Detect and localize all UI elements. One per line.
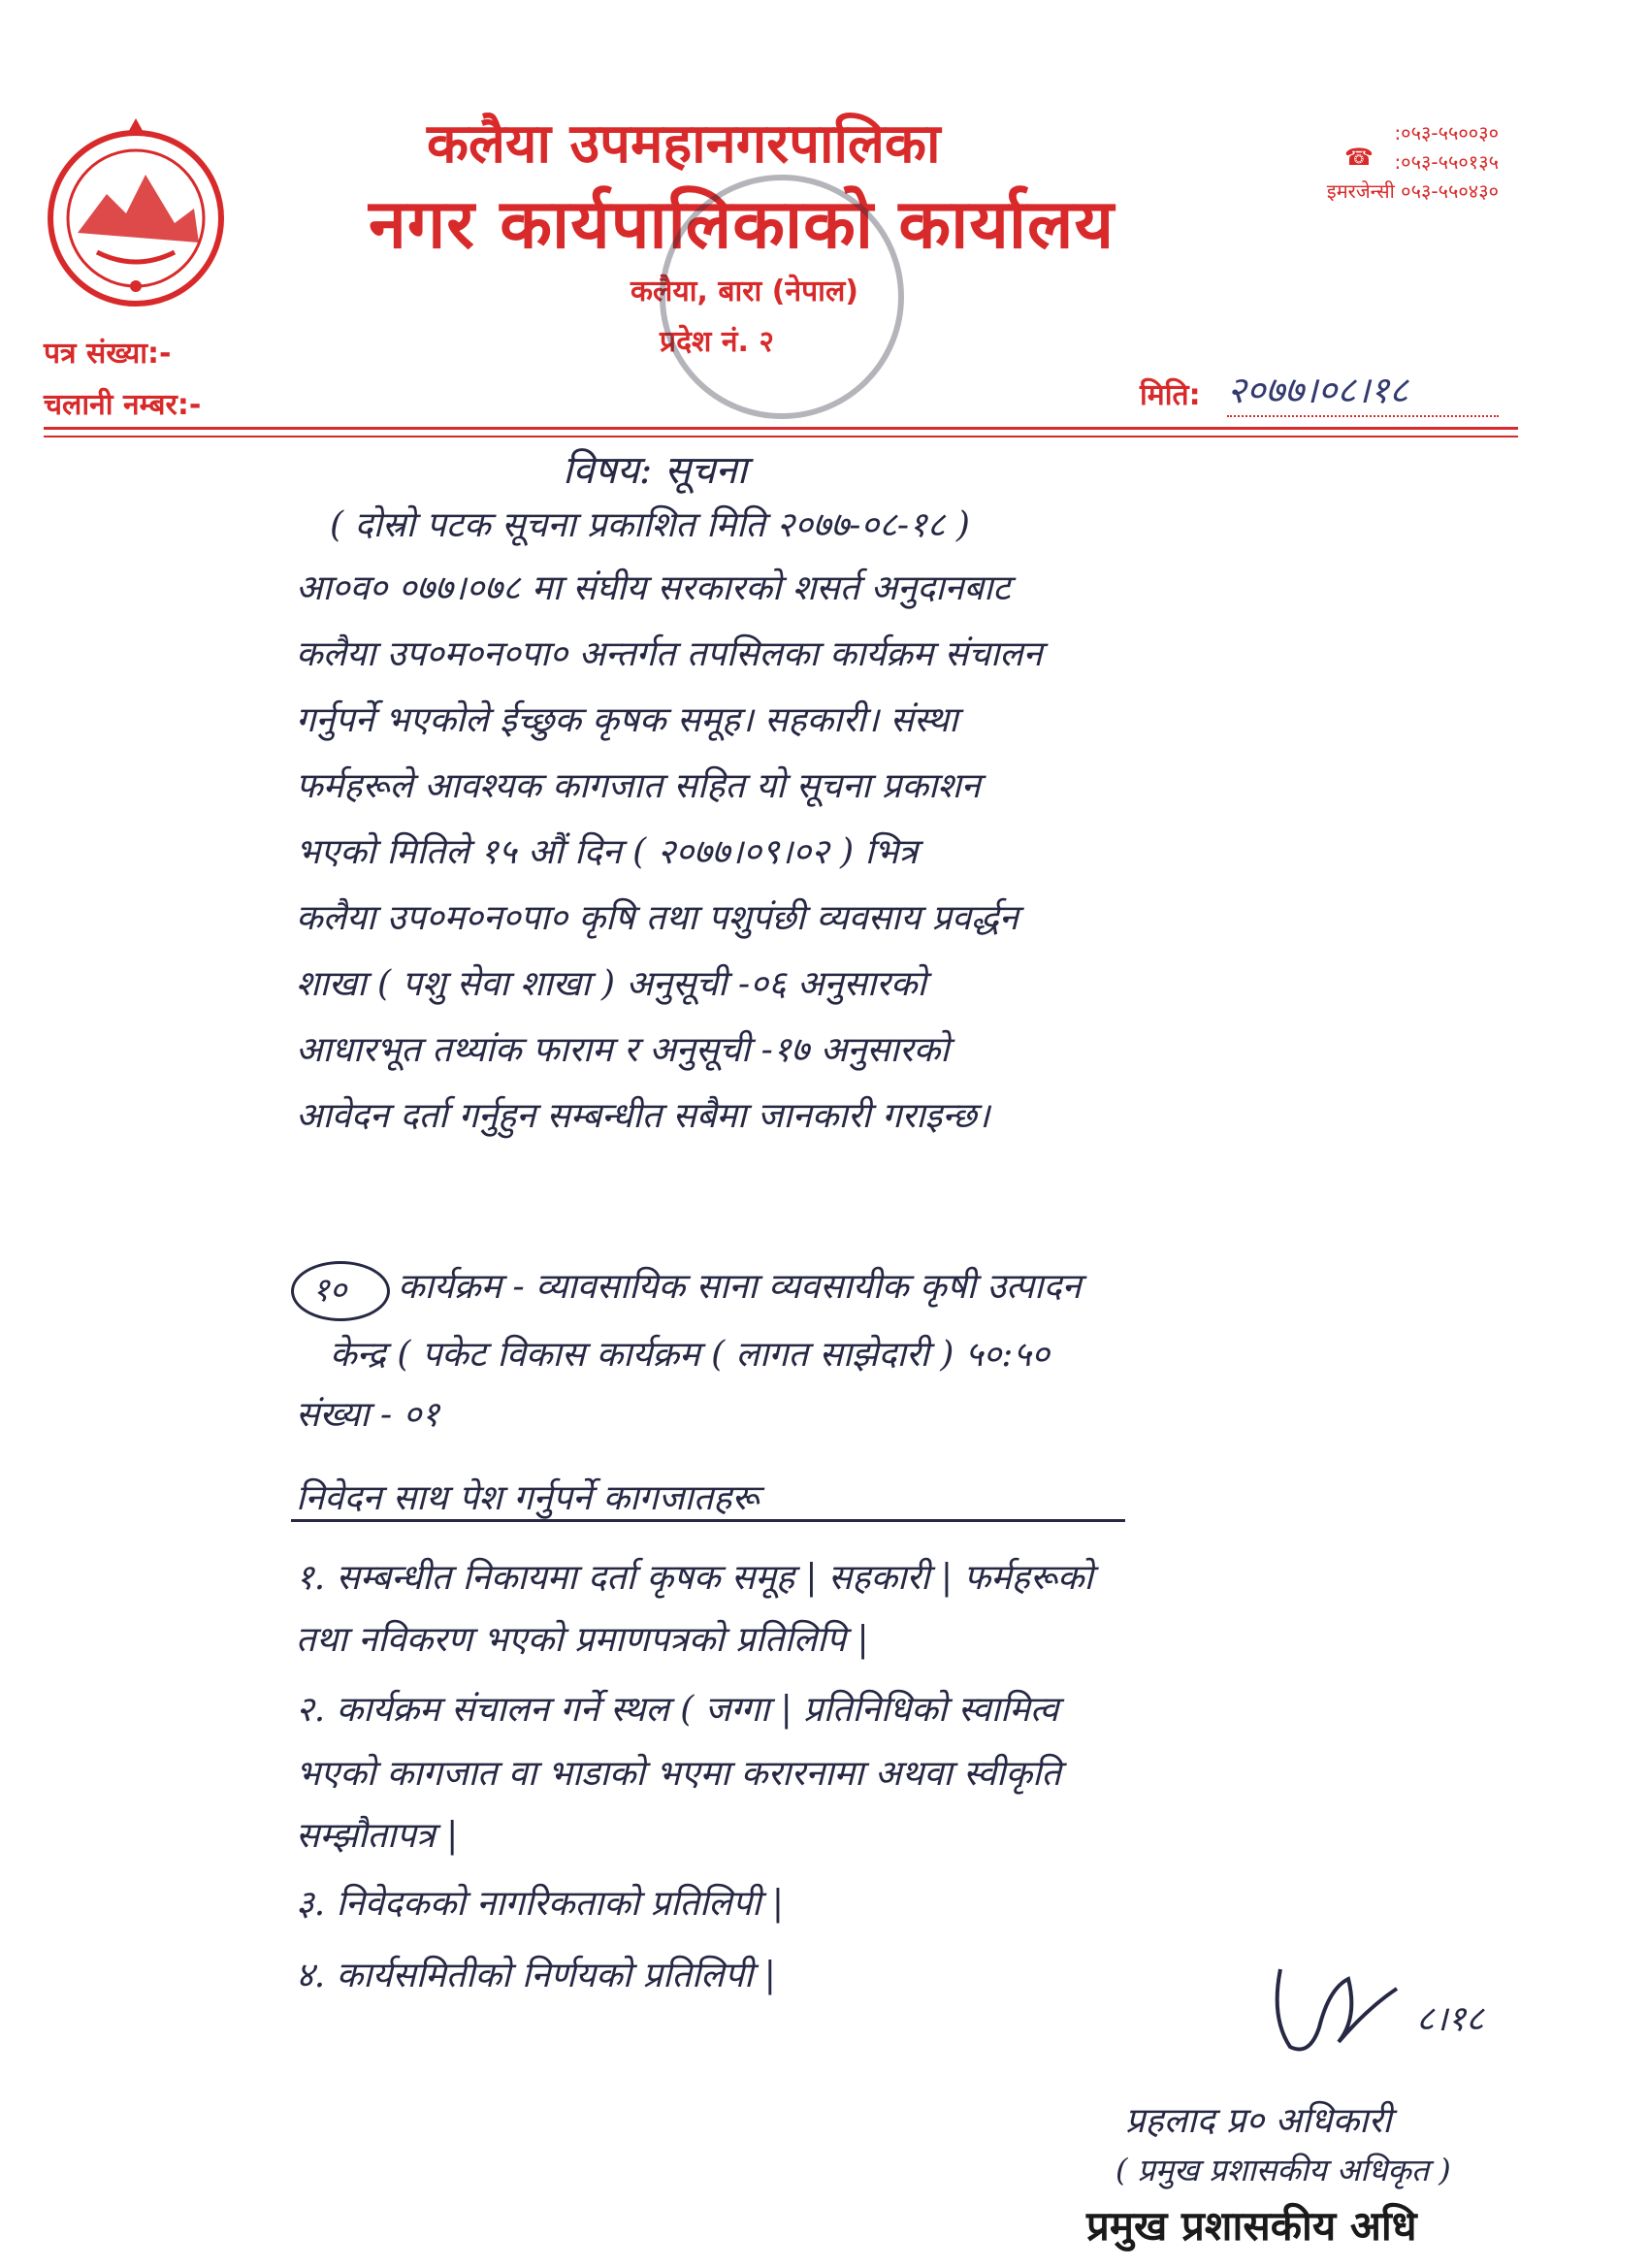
header-divider-bottom xyxy=(44,436,1518,437)
phone-number-2: :०५३-५५०१३५ xyxy=(1394,150,1499,174)
document-item: सम्झौतापत्र | xyxy=(296,1816,459,1856)
nepal-emblem-logo xyxy=(39,116,233,310)
date-label: मिति: xyxy=(1140,378,1201,412)
paragraph-line: आवेदन दर्ता गर्नुहुन सम्बन्धीत सबैमा जानकारी गराइन्छ। xyxy=(296,1096,990,1136)
program-line: कार्यक्रम - व्यावसायिक साना व्यवसायीक कृषी उत्पादन xyxy=(398,1267,1082,1307)
document-item: १. सम्बन्धीत निकायमा दर्ता कृषक समूह | सहकारी | फर्महरूको xyxy=(296,1558,1093,1598)
municipality-name: कलैया उपमहानगरपालिका xyxy=(427,113,941,176)
date-dotted-line xyxy=(1227,415,1499,419)
signatory-title-handwritten: ( प्रमुख प्रशासकीय अधिकृत ) xyxy=(1116,2152,1451,2188)
signature-scribble xyxy=(1261,1950,1416,2066)
subject-line: विषय: सूचना xyxy=(563,448,748,493)
province: प्रदेश नं. २ xyxy=(660,325,774,359)
office-name: नगर कार्यपालिकाको कार्यालय xyxy=(369,184,1116,264)
paragraph-line: कलैया उप०म०न०पा० कृषि तथा पशुपंछी व्यवसाय प्रवर्द्धन xyxy=(296,898,1018,938)
program-line: केन्द्र ( पकेट विकास कार्यक्रम ( लागत साझेदारी ) ५०:५० xyxy=(330,1335,1050,1375)
paragraph-line: कलैया उप०म०न०पा० अन्तर्गत तपसिलका कार्यक्रम संचालन xyxy=(296,634,1043,674)
date-value: २०७७।०८।१८ xyxy=(1227,369,1408,411)
document-item: तथा नविकरण भएको प्रमाणपत्रको प्रतिलिपि | xyxy=(296,1620,869,1660)
document-item: २. कार्यक्रम संचालन गर्ने स्थल ( जग्गा | प्रतिनिधिको स्वामित्व xyxy=(296,1690,1059,1730)
document-item: भएको कागजात वा भाडाको भएमा करारनामा अथवा स्वीकृति xyxy=(296,1754,1061,1794)
paragraph-line: गर्नुपर्ने भएकोले ईच्छुक कृषक समूह। सहकारी। संस्था xyxy=(296,700,958,740)
phone-icon: ☎ xyxy=(1344,144,1374,171)
header-divider-top xyxy=(44,427,1518,430)
document-item: ४. कार्यसमितीको निर्णयको प्रतिलिपी | xyxy=(296,1956,776,1995)
program-number: १० xyxy=(312,1271,347,1310)
paragraph-line: शाखा ( पशु सेवा शाखा ) अनुसूची -०६ अनुसारको xyxy=(296,964,926,1004)
emergency-number: इमरजेन्सी ०५३-५५०४३० xyxy=(1326,179,1499,203)
paragraph-line: आ०व० ०७७।०७८ मा संघीय सरकारको शसर्त अनुदानबाट xyxy=(296,568,1011,608)
dispatch-number-label: चलानी नम्बर:- xyxy=(44,388,202,422)
documents-heading: निवेदन साथ पेश गर्नुपर्ने कागजातहरू xyxy=(296,1478,760,1518)
letter-number-label: पत्र संख्या:- xyxy=(44,337,172,371)
program-line: संख्या - ०१ xyxy=(296,1395,440,1435)
contact-block xyxy=(1327,118,1499,206)
phone-number-1: :०५३-५५००३० xyxy=(1394,121,1499,145)
office-address: कलैया, बारा (नेपाल) xyxy=(630,275,858,308)
paragraph-line: फर्महरूले आवश्यक कागजात सहित यो सूचना प्रकाशन xyxy=(296,766,981,806)
reference-line: ( दोस्रो पटक सूचना प्रकाशित मिति २०७७-०८-१८ ) xyxy=(330,505,970,545)
signature-date: ८।१८ xyxy=(1416,1999,1484,2039)
documents-heading-underline xyxy=(291,1519,1125,1522)
document-item: ३. निवेदकको नागरिकताको प्रतिलिपी | xyxy=(296,1884,785,1924)
ink-stamp xyxy=(660,175,904,419)
paragraph-line: आधारभूत तथ्यांक फाराम र अनुसूची -१७ अनुसारको xyxy=(296,1030,950,1070)
paragraph-line: भएको मितिले १५ औं दिन ( २०७७।०९।०२ ) भित्र xyxy=(296,832,919,872)
official-seal-title: प्रमुख प्रशासकीय अधि xyxy=(1086,2202,1417,2250)
signatory-name: प्रहलाद प्र० अधिकारी xyxy=(1125,2101,1392,2141)
